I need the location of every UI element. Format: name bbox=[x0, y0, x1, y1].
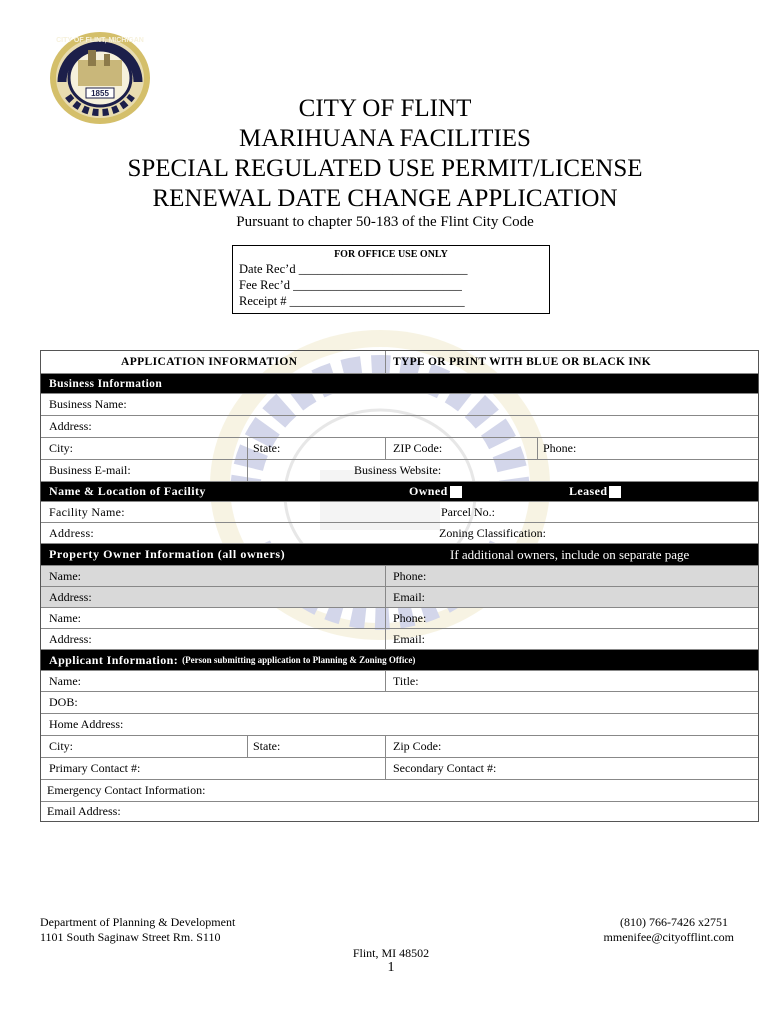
business-name-row[interactable] bbox=[41, 393, 758, 415]
emergency-contact-label: Emergency Contact Information: bbox=[47, 783, 206, 797]
applicant-email-label: Email Address: bbox=[47, 804, 121, 818]
facility-bar bbox=[41, 481, 758, 501]
footer-email[interactable]: mmenifee@cityofflint.com bbox=[603, 930, 734, 944]
owner1-address-label[interactable]: Address: bbox=[49, 589, 92, 604]
business-city-row bbox=[41, 437, 758, 459]
owner1-email-label[interactable]: Email: bbox=[393, 589, 425, 604]
facility-address-row bbox=[41, 522, 758, 543]
applicant-city-label[interactable]: City: bbox=[49, 739, 74, 753]
primary-contact-label[interactable]: Primary Contact #: bbox=[49, 761, 141, 775]
facility-name-label[interactable]: Facility Name: bbox=[49, 504, 125, 519]
owner2-address-label[interactable]: Address: bbox=[49, 631, 92, 646]
business-address-label: Address: bbox=[49, 419, 92, 433]
fee-received-line[interactable]: Fee Rec’d ___________________________ bbox=[239, 278, 462, 292]
title-line-2: MARIHUANA FACILITIES bbox=[239, 125, 531, 152]
applicant-dob-label: DOB: bbox=[49, 695, 78, 709]
office-use-box bbox=[232, 245, 550, 314]
owner1-phone-label[interactable]: Phone: bbox=[393, 568, 427, 583]
footer-phone: (810) 766-7426 x2751 bbox=[620, 915, 728, 929]
applicant-title bbox=[49, 650, 415, 670]
receipt-line[interactable]: Receipt # ____________________________ bbox=[239, 294, 465, 308]
applicant-title-note: (Person submitting application to Planning & Zoning Office) bbox=[182, 655, 416, 665]
owner-note: If additional owners, include on separate page bbox=[450, 546, 690, 562]
business-state-label[interactable]: State: bbox=[253, 441, 281, 455]
ink-instruction: TYPE OR PRINT WITH BLUE OR BLACK INK bbox=[393, 356, 651, 368]
business-email-row bbox=[41, 459, 758, 481]
applicant-dob-row[interactable] bbox=[41, 691, 758, 713]
business-email-label[interactable]: Business E-mail: bbox=[49, 463, 131, 477]
applicant-bar bbox=[41, 649, 758, 670]
owned-label: Owned bbox=[409, 484, 448, 498]
business-name-label: Business Name: bbox=[49, 397, 127, 411]
application-form bbox=[40, 350, 759, 822]
title-line-1: CITY OF FLINT bbox=[298, 95, 472, 122]
footer-city: Flint, MI 48502 bbox=[352, 946, 430, 960]
seal-text: CITY OF FLINT, MICHIGAN bbox=[56, 37, 144, 44]
applicant-contact-row bbox=[41, 757, 758, 779]
owner2-name-row bbox=[41, 607, 758, 628]
seal-year: 1855 bbox=[91, 89, 109, 98]
applicant-home-address-label: Home Address: bbox=[49, 717, 124, 731]
leased-checkbox[interactable] bbox=[609, 486, 621, 498]
owner1-name-row bbox=[41, 565, 758, 586]
emergency-contact-row[interactable] bbox=[41, 779, 758, 801]
business-phone-label[interactable]: Phone: bbox=[543, 441, 577, 455]
owner-bar bbox=[41, 543, 758, 565]
business-zip-label[interactable]: ZIP Code: bbox=[393, 441, 443, 455]
zoning-label[interactable]: Zoning Classification: bbox=[439, 525, 546, 540]
business-city-label[interactable]: City: bbox=[49, 441, 74, 455]
footer-street: 1101 South Saginaw Street Rm. S110 bbox=[40, 930, 221, 944]
applicant-home-address-row[interactable] bbox=[41, 713, 758, 735]
applicant-city-row bbox=[41, 735, 758, 757]
title-line-3: SPECIAL REGULATED USE PERMIT/LICENSE bbox=[127, 155, 643, 182]
owner2-email-label[interactable]: Email: bbox=[393, 631, 425, 646]
subtitle: Pursuant to chapter 50-183 of the Flint City Code bbox=[236, 214, 534, 230]
owner2-address-row bbox=[41, 628, 758, 649]
office-use-header: FOR OFFICE USE ONLY bbox=[334, 249, 448, 260]
leased-option[interactable] bbox=[569, 482, 621, 501]
facility-address-label[interactable]: Address: bbox=[49, 525, 95, 540]
form-header-row bbox=[41, 351, 758, 373]
owner2-phone-label[interactable]: Phone: bbox=[393, 610, 427, 625]
applicant-email-row[interactable] bbox=[41, 801, 758, 821]
business-address-row[interactable] bbox=[41, 415, 758, 437]
facility-title: Name & Location of Facility bbox=[49, 484, 206, 498]
owned-option[interactable] bbox=[409, 482, 462, 501]
title-line-4: RENEWAL DATE CHANGE APPLICATION bbox=[152, 185, 618, 212]
page-number: 1 bbox=[387, 960, 395, 975]
owned-checkbox[interactable] bbox=[450, 486, 462, 498]
applicant-state-label[interactable]: State: bbox=[253, 739, 281, 753]
applicant-zip-label[interactable]: Zip Code: bbox=[393, 739, 442, 753]
business-info-bar bbox=[41, 373, 758, 393]
owner-title: Property Owner Information (all owners) bbox=[49, 547, 286, 561]
date-received-line[interactable]: Date Rec’d ___________________________ bbox=[239, 262, 468, 276]
secondary-contact-label[interactable]: Secondary Contact #: bbox=[393, 761, 497, 775]
owner2-name-label[interactable]: Name: bbox=[49, 610, 81, 625]
business-info-title: Business Information bbox=[49, 377, 163, 390]
facility-name-row bbox=[41, 501, 758, 522]
applicant-title-text: Applicant Information: bbox=[49, 652, 179, 667]
application-info-header: APPLICATION INFORMATION bbox=[121, 356, 298, 368]
business-website-label[interactable]: Business Website: bbox=[354, 463, 442, 477]
leased-label: Leased bbox=[569, 484, 608, 498]
owner1-name-label[interactable]: Name: bbox=[49, 568, 81, 583]
applicant-title-label[interactable]: Title: bbox=[393, 673, 419, 688]
owner1-address-row bbox=[41, 586, 758, 607]
footer-dept: Department of Planning & Development bbox=[40, 915, 236, 929]
applicant-name-row bbox=[41, 670, 758, 691]
parcel-label[interactable]: Parcel No.: bbox=[441, 504, 495, 519]
applicant-name-label[interactable]: Name: bbox=[49, 673, 81, 688]
